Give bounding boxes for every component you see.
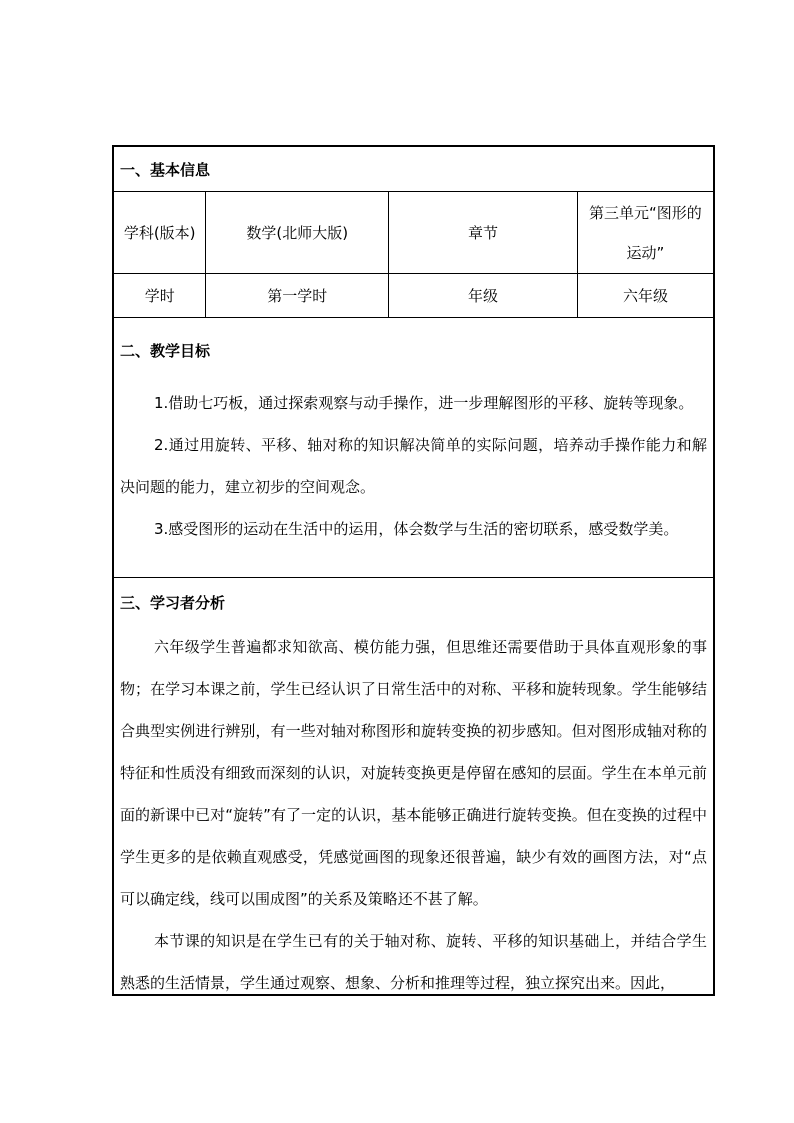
section2-heading: 二、教学目标: [120, 341, 211, 360]
lesson-plan-table: [112, 145, 715, 996]
chapter-value: 第三单元“图形的运动”: [589, 203, 702, 262]
hours-row: [114, 274, 713, 318]
section1-heading: 一、基本信息: [120, 160, 211, 179]
hours-value: 第一学时: [206, 274, 389, 317]
grade-value: 六年级: [622, 287, 668, 305]
subject-value: 数学(北师大版): [206, 192, 389, 273]
objective-3: 3.感受图形的运动在生活中的运用，体会数学与生活的密切联系，感受数学美。: [154, 520, 679, 538]
objective-2: 2.通过用旋转、平移、轴对称的知识解决简单的实际问题，培养动手操作能力和解决问题的能力，建立初步的空间观念。: [120, 436, 707, 496]
section3-heading: 三、学习者分析: [120, 593, 226, 612]
objectives-section: [114, 318, 713, 578]
chapter-label: 章节: [389, 192, 578, 273]
grade-label: 年级: [389, 274, 578, 317]
learner-analysis-body: [114, 626, 713, 994]
subject-row: [114, 192, 713, 274]
learner-analysis-section: [114, 578, 713, 994]
section1-heading-row: [114, 147, 713, 192]
subject-label: 学科(版本): [114, 192, 206, 273]
hours-label: 学时: [114, 274, 206, 317]
objective-1: 1.借助七巧板，通过探索观察与动手操作，进一步理解图形的平移、旋转等现象。: [154, 394, 694, 412]
analysis-paragraph-1: 六年级学生普遍都求知欲高、模仿能力强，但思维还需要借助于具体直观形象的事物；在学习本课之前，学生已经认识了日常生活中的对称、平移和旋转现象。学生能够结合典型实例进行辨别，有一些对轴对称图形和旋转变换的初步感知。但对图形成轴对称的特征和性质没有细致而深刻的认识，对旋转变换更是停留在感知的层面。学生在本单元前面的新课中已对“旋转”有了一定的认识，基本能够正确进行旋转变换。但在变换的过程中学生更多的是依赖直观感受，凭感觉画图的现象还很普遍，缺少有效的画图方法，对“点可以确定线，线可以围成图”的关系及策略还不甚了解。: [120, 638, 707, 908]
objectives-body: [114, 382, 713, 550]
analysis-paragraph-2: 本节课的知识是在学生已有的关于轴对称、旋转、平移的知识基础上，并结合学生熟悉的生活情景，学生通过观察、想象、分析和推理等过程，独立探究出来。因此，: [120, 932, 707, 992]
